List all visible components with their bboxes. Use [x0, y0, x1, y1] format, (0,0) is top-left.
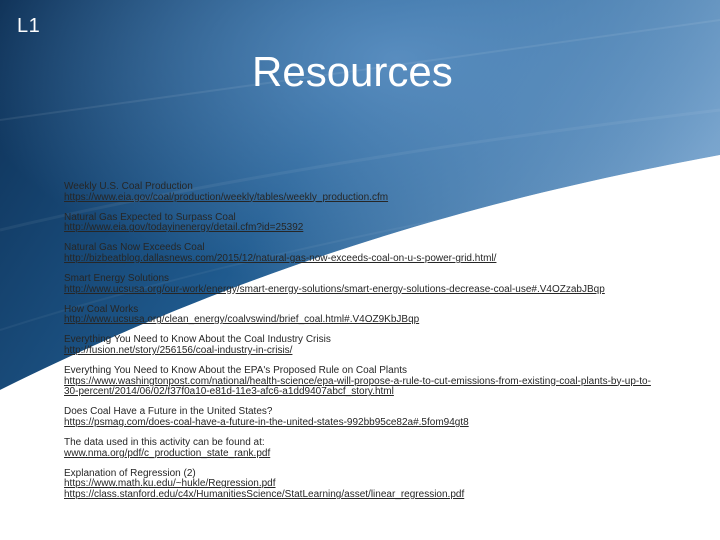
list-item	[64, 438, 654, 459]
resource-name: The data used in this activity can be found at:	[64, 437, 265, 449]
resource-name: Everything You Need to Know About the EPA's Proposed Rule on Coal Plants	[64, 365, 408, 377]
resource-link[interactable]: http://www.eia.gov/todayinenergy/detail.cfm?id=25392	[64, 222, 304, 234]
resource-name: How Coal Works	[64, 303, 139, 315]
list-item	[64, 469, 654, 501]
resource-list	[64, 182, 654, 510]
resource-link[interactable]: http://fusion.net/story/256156/coal-industry-in-crisis/	[64, 345, 293, 357]
list-item	[64, 274, 654, 295]
resource-name: Natural Gas Now Exceeds Coal	[64, 242, 205, 254]
resource-link[interactable]: http://bizbeatblog.dallasnews.com/2015/12/natural-gas-now-exceeds-coal-on-u-s-power-grid.html/	[64, 252, 497, 264]
resource-link[interactable]: https://psmag.com/does-coal-have-a-future-in-the-united-states-992bb95ce82a#.5fom94gt8	[64, 417, 469, 428]
resource-name: Weekly U.S. Coal Production	[64, 181, 193, 192]
page-title: Resources	[252, 48, 453, 95]
list-item	[64, 243, 654, 264]
resource-link[interactable]: http://www.ucsusa.org/clean_energy/coalvswind/brief_coal.html#.V4OZ9KbJBqp	[64, 314, 420, 326]
resource-name: Natural Gas Expected to Surpass Coal	[64, 211, 236, 223]
list-item	[64, 366, 654, 398]
resource-link[interactable]: https://www.washingtonpost.com/national/health-science/epa-will-propose-a-rule-to-cut-emissions-from-existing-coal-plants-by-up-to-30-percent/2014/06/02/f37f0a10-e81d-11e3-afc6-a1dd9407abcf_story.html	[64, 375, 651, 398]
list-item	[64, 407, 654, 428]
resource-name: Does Coal Have a Future in the United States?	[64, 406, 273, 418]
resource-link[interactable]: https://www.math.ku.edu/~hukle/Regression.pdf	[64, 478, 276, 490]
resource-link[interactable]: www.nma.org/pdf/c_production_state_rank.pdf	[64, 447, 271, 459]
resource-link[interactable]: https://www.eia.gov/coal/production/weekly/tables/weekly_production.cfm	[64, 191, 389, 203]
resource-name: Everything You Need to Know About the Coal Industry Crisis	[64, 334, 331, 346]
list-item	[64, 335, 654, 356]
list-item	[64, 182, 654, 203]
resource-name: Explanation of Regression (2)	[64, 467, 196, 479]
resource-link[interactable]: https://class.stanford.edu/c4x/HumanitiesScience/StatLearning/asset/linear_regression.pdf	[64, 488, 465, 500]
resource-name: Smart Energy Solutions	[64, 273, 170, 285]
resource-link[interactable]: http://www.ucsusa.org/our-work/energy/smart-energy-solutions/smart-energy-solutions-decrease-coal-use#.V4OZzabJBqp	[64, 283, 605, 295]
list-item	[64, 305, 654, 326]
list-item	[64, 213, 654, 234]
slide-tag: L1	[17, 15, 41, 37]
